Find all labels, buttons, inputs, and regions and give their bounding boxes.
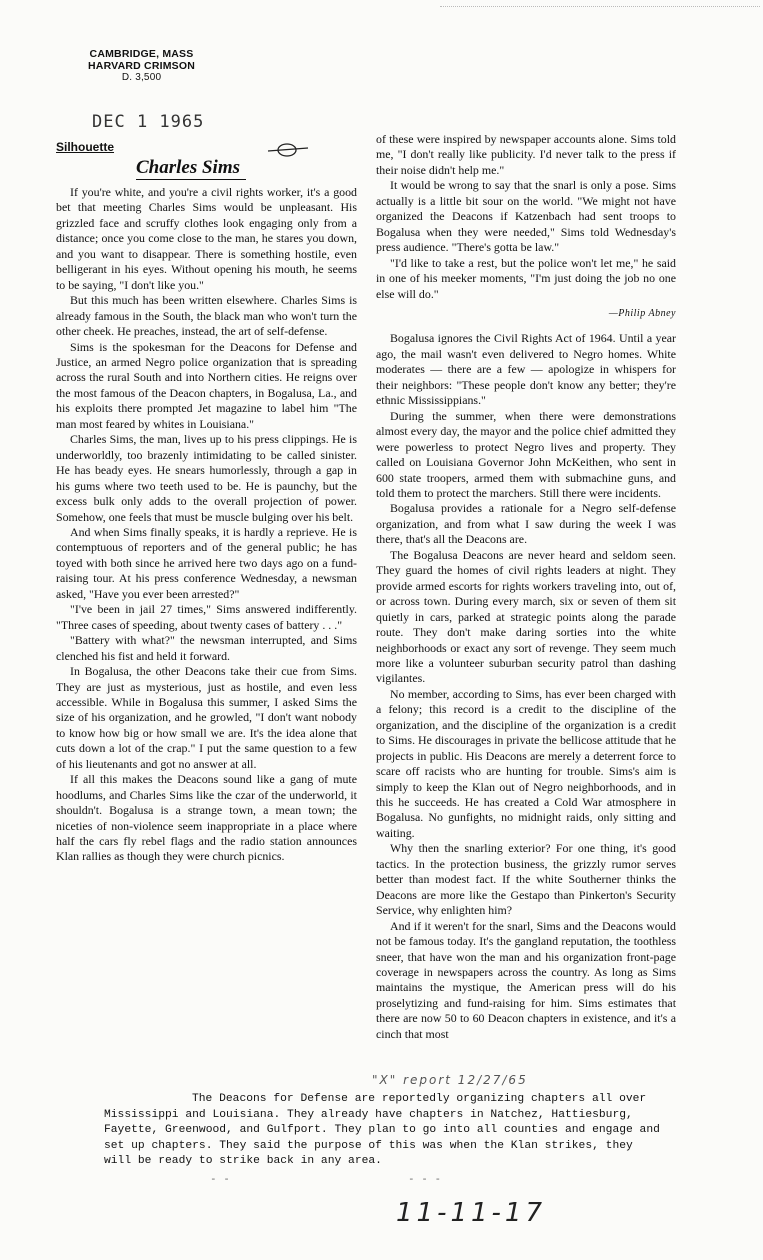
date-stamp: DEC 1 1965 xyxy=(92,112,205,132)
article-right-column xyxy=(376,132,676,1042)
masthead-circulation: D. 3,500 xyxy=(121,72,162,83)
paragraph: In Bogalusa, the other Deacons take their cue from Sims. They are just as mysterious, just as hostile, and even less accessible. While in Bogalusa this summer, I asked Sims the size of his organization, and he growled, "I don't want nobody to know how big or how small we are. It's the idea alone that cuts down a lot of the crap." I put the same question to a few of his lieutenants and got no answer at all. xyxy=(56,664,357,771)
top-dotted-rule xyxy=(440,6,760,7)
paragraph: "I've been in jail 27 times," Sims answered indifferently. "Three cases of speeding, about twenty cases of battery . . ." xyxy=(56,602,357,632)
paragraph: of these were inspired by newspaper accounts alone. Sims told me, "I don't really like publicity. I'd never talk to the press if their noise didn't help me." xyxy=(376,132,676,177)
paragraph: No member, according to Sims, has ever been charged with a felony; this record is a credit to the discipline of the organization, and the discipline of the organization is a credit to Sims. He discourages in private the bellicose attitude that he projects in public. His Deacons are merely a deterrent force to scare off racists who are hunting for trouble. Sims's aim is simply to keep the Klan out of Negro neighborhoods, and in this he succeeds. He has created a Cold War atmosphere in Bogalusa. No gunfights, no midnight raids, only sitting and waiting. xyxy=(376,686,676,840)
clipping-masthead xyxy=(88,48,195,84)
file-serial-number: 11-11-17 xyxy=(396,1198,547,1228)
paragraph: Sims is the spokesman for the Deacons for Defense and Justice, an armed Negro police organization that is spreading across the rural South and into Northern cities. He reigns over the most famous of the Deacon chapters, in Bogalusa, La., and his exploits there prompted Jet magazine to label him "The man most feared by whites in Louisiana." xyxy=(56,339,357,431)
masthead-paper: HARVARD CRIMSON xyxy=(88,60,196,72)
paragraph: If you're white, and you're a civil rights worker, it's a good bet that meeting Charles Sims would be unpleasant. His grizzled face and scruffy clothes look engaging only from a distance; once you come close to the man, he stares you down, and you want to disappear. There is something hostile, even belligerant in his eyes. Without opening his mouth, he seems to be saying, "I don't like you." xyxy=(56,185,357,292)
paragraph: And if it weren't for the snarl, Sims and the Deacons would not be famous today. It's the gangland reputation, the toothless sneer, that have won the man and his organization front-page coverage in newspapers across the country. As long as Sims maintains the mystique, the American press will do his proselytizing and fund-raising for him. Sims estimates that there are now 50 to 60 Deacon chapters in existence, and it's a cinch that most xyxy=(376,918,676,1041)
paragraph: The Bogalusa Deacons are never heard and seldom seen. They guard the homes of civil rights leaders at night. They provide armed escorts for rights workers traveling into, out of, or across town. During every march, six or seven of them sit quietly in cars, parked at strategic points along the parade route. They don't make daring sorties into the white neighborhoods or exact any sort of revenge. They seem much more like a volunteer suburban security patrol than dashing vigilantes. xyxy=(376,547,676,686)
paragraph: Bogalusa ignores the Civil Rights Act of 1964. Until a year ago, the mail wasn't even delivered to Negro homes. White moderates — there are a few — apologize in whispers for their neighbors: "These people don't know any better; they're ethnic Mississippians." xyxy=(376,331,676,408)
paragraph: Charles Sims, the man, lives up to his press clippings. He is underworldly, too brazenly intimidating to be called sinister. He has beady eyes. He snears humorlessly, through a gap in his gums where two teeth used to be. He is paunchy, but the excess bulk only adds to the overall projection of power. Somehow, one feels that must be muscle bulging over his belt. xyxy=(56,432,357,524)
typed-memo: The Deacons for Defense are reportedly organizing chapters all over Mississippi and Louisiana. They already have chapters in Natchez, Hattiesburg, Fayette, Greenwood, and Gulfport. They plan to go into all counties and engage and set up chapters. They said the purpose of this was when the Klan strikes, they will be ready to strike back in any area. xyxy=(104,1093,660,1167)
paragraph: "I'd like to take a rest, but the police won't let me," he said in one of his meeker moments, "I'm just doing the job no one else will do." xyxy=(376,255,676,301)
handwritten-note: "X" report 12/27/65 xyxy=(372,1073,528,1087)
pen-mark-icon xyxy=(262,140,312,160)
paragraph: During the summer, when there were demonstrations almost every day, the mayor and the police chief admitted they were powerless to protect Negro lives and property. They called on Louisiana Governor John McKeithen, who sent in 600 state troopers, armed them with submachine guns, and told them to protect the marchers. Still there were incidents. xyxy=(376,408,676,500)
author-byline: —Philip Abney xyxy=(608,307,676,319)
paragraph: And when Sims finally speaks, it is hardly a reprieve. He is contemptuous of reporters and of the general public; he has toyed with both since he arrived here two days ago on a fund-raising tour. At his press conference Wednesday, a newsman asked, "Have you ever been arrested?" xyxy=(56,524,357,601)
paragraph: It would be wrong to say that the snarl is only a pose. Sims actually is a little bit sour on the world. "We might not have organized the Deacons if Katzenbach had sent troops to Bogalusa when they were needed," Sims told Wednesday's press audience. "There's gotta be law." xyxy=(376,178,676,255)
dash-mark: - - xyxy=(210,1172,230,1185)
paragraph: But this much has been written elsewhere. Charles Sims is already famous in the South, the black man who won't turn the other cheek. He preaches, instead, the art of self-defense. xyxy=(56,293,357,339)
section-label: Silhouette xyxy=(56,140,115,154)
dash-mark: - - - xyxy=(408,1172,442,1185)
paragraph: "Battery with what?" the newsman interrupted, and Sims clenched his fist and held it forward. xyxy=(56,633,357,663)
article-left-column xyxy=(56,185,357,865)
paragraph: Why then the snarling exterior? For one thing, it's good tactics. In the protection business, the grizzly rumor serves better than modest fact. If the white Southerner thinks the Deacons are more like the Gestapo than Pinkerton's Security Service, why enlighten him? xyxy=(376,841,676,918)
paragraph: Bogalusa provides a rationale for a Negro self-defense organization, and from what I saw during the week I was there, that's all the Deacons are. xyxy=(376,501,676,547)
article-headline: Charles Sims xyxy=(136,157,246,180)
paragraph: If all this makes the Deacons sound like a gang of mute hoodlums, and Charles Sims like the czar of the underworld, it shouldn't. Bogalusa is a strange town, a mean town; the niceties of non-violence seem inappropriate in a place where half the cars fly rebel flags and the radio station announces Klan rallies as though they were church picnics. xyxy=(56,772,357,864)
masthead-city: CAMBRIDGE, MASS xyxy=(89,48,194,60)
